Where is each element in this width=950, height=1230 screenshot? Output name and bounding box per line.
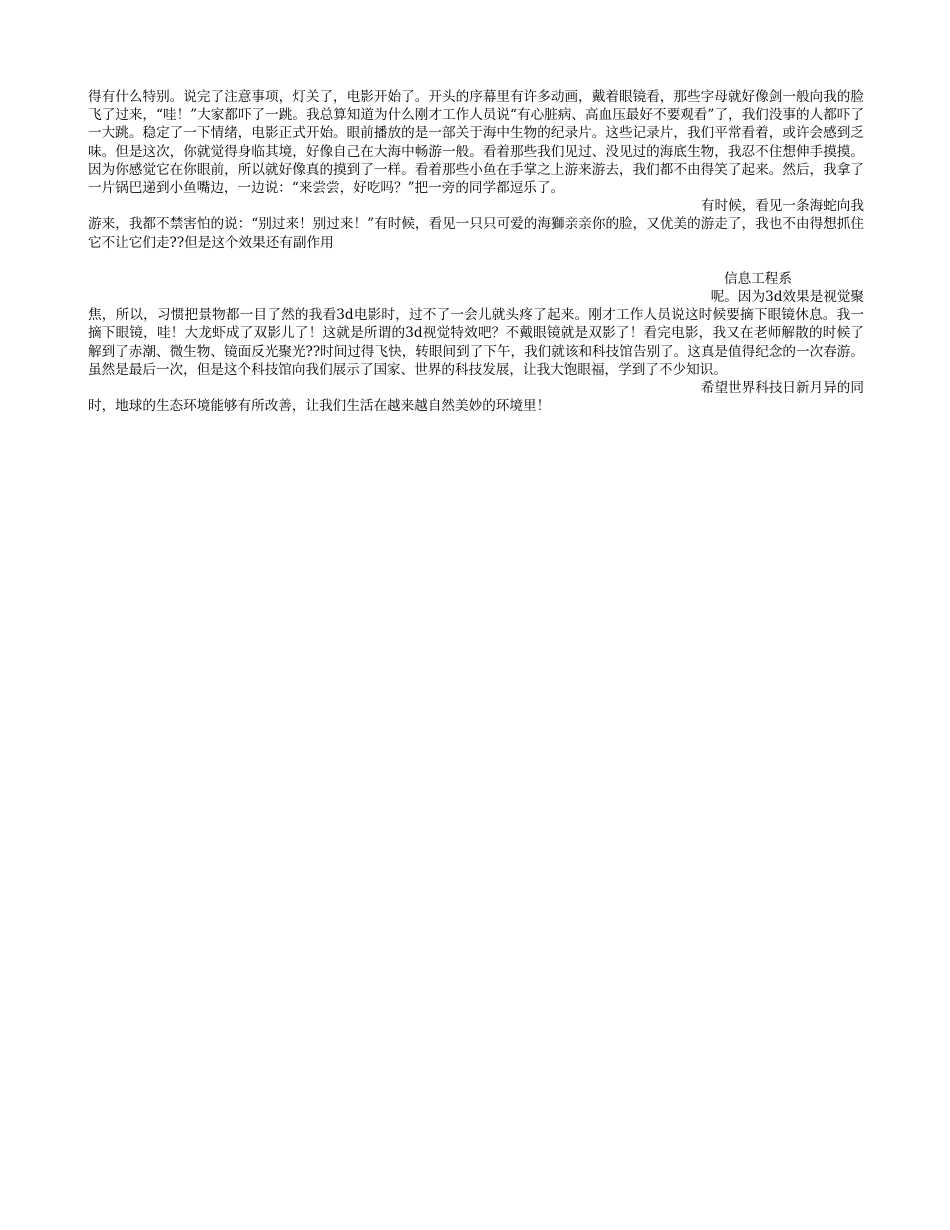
body-paragraph: 焦，所以，习惯把景物都一目了然的我看3d电影时，过不了一会儿就头疼了起来。刚才工作人员说这时候要摘下眼镜休息。我一摘下眼镜，哇！大龙虾成了双影儿了！这就是所谓的3d视觉特效吧？不戴眼镜就是双影了！看完电影，我又在老师解散的时候了解到了赤潮、微生物、镜面反光聚光??时间过得飞快，转眼间到了下午，我们就该和科技馆告别了。这真是值得纪念的一次春游。虽然是最后一次，但是这个科技馆向我们展示了国家、世界的科技发展，让我大饱眼福，学到了不少知识。 [88,307,864,378]
paragraph-lead: 有时候，看见一条海蛇向我 [700,198,864,215]
document-page [88,88,864,415]
department-label: 信息工程系 [724,270,792,287]
body-paragraph: 得有什么特别。说完了注意事项，灯关了，电影开始了。开头的序幕里有许多动画，戴着眼镜看，那些字母就好像剑一般向我的脸飞了过来，“哇！”大家都吓了一跳。我总算知道为什么刚才工作人员说“有心脏病、高血压最好不要观看”了，我们没事的人都吓了一大跳。稳定了一下情绪，电影正式开始。眼前播放的是一部关于海中生物的纪录片。这些记录片，我们平常看着，或许会感到乏味。但是这次，你就觉得身临其境，好像自己在大海中畅游一般。看着那些我们见过、没见过的海底生物，我忍不住想伸手摸摸。因为你感觉它在你眼前，所以就好像真的摸到了一样。看着那些小鱼在手掌之上游来游去，我们都不由得笑了起来。然后，我拿了一片锅巴递到小鱼嘴边，一边说：“来尝尝，好吃吗？”把一旁的同学都逗乐了。 [88,89,864,197]
body-paragraph: 时，地球的生态环境能够有所改善，让我们生活在越来越自然美妙的环境里！ [88,398,551,415]
blank-line [88,252,864,270]
paragraph-lead: 希望世界科技日新月异的同 [700,380,864,397]
body-paragraph: 游来，我都不禁害怕的说：“别过来！别过来！”有时候，看见一只只可爱的海獅亲亲你的脸，又优美的游走了，我也不由得想抓住它不让它们走??但是这个效果还有副作用 [88,216,864,251]
paragraph-lead: 呢。因为3d效果是视觉聚 [710,289,864,306]
